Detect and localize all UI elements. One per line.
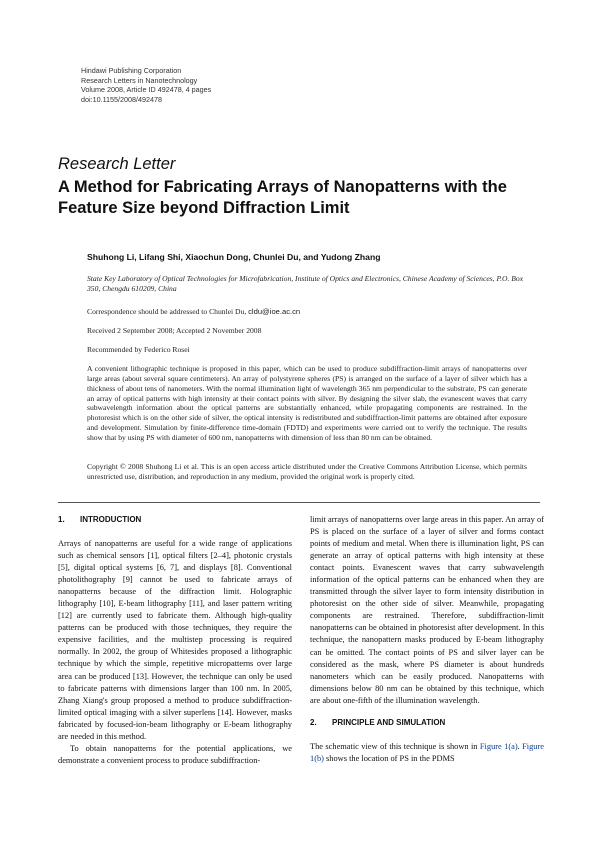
journal-name: Research Letters in Nanotechnology bbox=[81, 75, 198, 85]
section-heading-introduction bbox=[58, 514, 292, 526]
intro-paragraph-1: Arrays of nanopatterns are useful for a wide range of applications such as chemical sensors [1], optical filters [2–4], photonic crystals [5], digital optical systems [6, 7], and displays [8]. Conventional photolithography [9] cannot be used to fabricate arrays of nanopatterns because of the diffraction limit. Holographic lithography [10], E-beam lithography [11], and laser pattern writing [12] are currently used to fabricate them. Although high-quality patterns can be produced with those techniques, they require the expensive facilities, and the multistep processing is required normally. In 2002, the group of Whitesides proposed a lithographic technique by which the simple, repetitive micropatterns over large area can be produced [13]. However, the technique can only be used to fabricate patterns with dimensions larger than 100 nm. In 2005, Zhang Xiang's group proposed a method to produce subdiffraction-limited optical imaging with a silver superlens [14]. However, masks fabricated by focused-ion-beam lithography or E-beam lithography are needed in this method. bbox=[58, 539, 292, 741]
correspondence-line bbox=[87, 307, 300, 316]
section-heading-principle bbox=[310, 717, 544, 729]
left-column bbox=[58, 514, 292, 767]
author-list: Shuhong Li, Lifang Shi, Xiaochun Dong, Chunlei Du, and Yudong Zhang bbox=[87, 252, 381, 262]
text-run: shows the location of PS in the PDMS bbox=[323, 753, 455, 763]
section-divider bbox=[58, 502, 540, 503]
journal-header bbox=[81, 66, 211, 104]
section-title: PRINCIPLE AND SIMULATION bbox=[332, 717, 446, 727]
principle-paragraph-1 bbox=[310, 741, 544, 765]
figure-1a-link[interactable]: Figure 1(a) bbox=[479, 741, 518, 751]
abstract: A convenient lithographic technique is proposed in this paper, which can be used to produce subdiffraction-limit arrays of nanopatterns over large areas (about several square centimeters). An array of polystyrene spheres (PS) is arranged on the surface of a layer of silver which has a thickness of about tens of nanometers. With the normal illumination light of wavelength 365 nm perpendicular to the substrate, PS can generate an array of optical patterns with high intensity at their contact points with silver. By designing the silver slab, the evanescent waves that carry subwavelength information about the optical patterns are substantially enhanced, while propagating components are restrained. In the photoresist which is on the other side of silver, the optical intensity is redistributed and subdiffraction-limit patterns are obtained after exposure and development. Simulation by finite-difference time-domain (FDTD) and experiments were carried out to verify the technique. The results show that by using PS with diameter of 600 nm, nanopatterns with dimension of less than 80 nm can be obtained. bbox=[87, 364, 527, 442]
doi-line[interactable]: doi:10.1155/2008/492478 bbox=[81, 94, 163, 104]
text-run: The schematic view of this technique is shown in bbox=[310, 741, 480, 751]
right-column bbox=[310, 514, 544, 765]
section-number: 2. bbox=[310, 717, 317, 727]
recommended-line: Recommended by Federico Rosei bbox=[87, 345, 190, 354]
article-type: Research Letter bbox=[58, 155, 176, 173]
text-run: . bbox=[517, 741, 523, 751]
volume-line: Volume 2008, Article ID 492478, 4 pages bbox=[81, 85, 212, 95]
correspondence-label: Correspondence should be addressed to Chunlei Du, bbox=[87, 307, 249, 316]
publisher-line: Hindawi Publishing Corporation bbox=[81, 66, 182, 75]
received-line: Received 2 September 2008; Accepted 2 November 2008 bbox=[87, 326, 262, 335]
intro-paragraph-2: To obtain nanopatterns for the potential applications, we demonstrate a convenient process to produce subdiffraction- bbox=[58, 743, 292, 765]
section-number: 1. bbox=[58, 515, 65, 524]
section-title: INTRODUCTION bbox=[80, 515, 142, 524]
affiliation: State Key Laboratory of Optical Technologies for Microfabrication, Institute of Optics and Electronics, Chinese Academy of Sciences, P.O. Box 350, Chengdu 610209, China bbox=[87, 274, 524, 293]
article-title: A Method for Fabricating Arrays of Nanopatterns with the Feature Size beyond Diffraction Limit bbox=[58, 178, 507, 217]
figure-1b-link[interactable]: Figure 1(b) bbox=[310, 741, 544, 763]
correspondence-email-link[interactable]: cldu@ioe.ac.cn bbox=[248, 307, 301, 316]
intro-paragraph-2-continued: limit arrays of nanopatterns over large areas in this paper. An array of PS is placed on the surface of a layer of silver and forms contact points of medium and metal. When there is illumination light, PS can generate an array of optical patterns with high intensity at these contact points. Evanescent waves that carry subwavelength information of the optical patterns can be enhanced when they are transmitted through the silver layer to form intensity distribution in photoresist on the other side of silver. Meanwhile, propagating components are restrained. Therefore, subdiffraction-limit nanopatterns can be obtained in photoresist after development. In this technique, the nanopattern masks produced by E-beam lithography can be omitted. The contact points of PS and silver layer can be considered as the mask, where PS diameter is about hundreds nanometers which can be easily produced. Nanopatterns with dimensions below 80 nm can be obtained by this technique, which are about one-fifth of the illumination wavelength. bbox=[310, 515, 544, 705]
copyright-notice: Copyright © 2008 Shuhong Li et al. This is an open access article distributed under the Creative Commons Attribution License, which permits unrestricted use, distribution, and reproduction in any medium, provided the original work is properly cited. bbox=[87, 462, 527, 481]
